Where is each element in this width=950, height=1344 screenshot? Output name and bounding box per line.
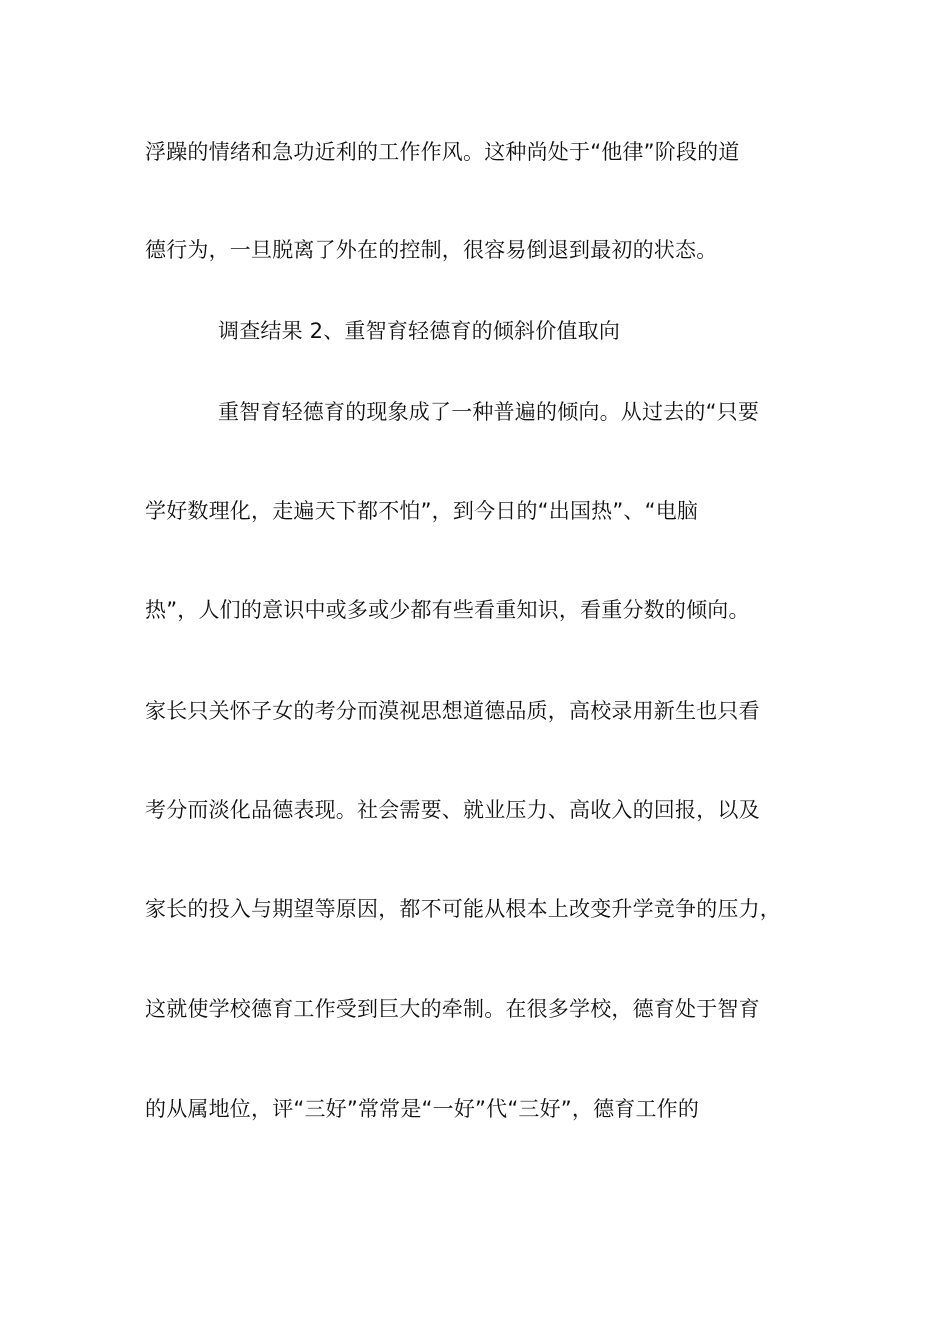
paragraph-line: 的从属地位，评“三好”常常是“一好”代“三好”，德育工作的 (145, 1097, 700, 1121)
paragraph-line: 考分而淡化品德表现。社会需要、就业压力、高收入的回报，以及 (145, 798, 760, 822)
paragraph-line: 德行为，一旦脱离了外在的控制，很容易倒退到最初的状态。 (145, 238, 718, 262)
paragraph-line: 学好数理化，走遍天下都不怕”，到今日的“出国热”、“电脑 (145, 499, 699, 523)
paragraph-line: 这就使学校德育工作受到巨大的牵制。在很多学校，德育处于智育 (145, 997, 760, 1021)
paragraph-line: 家长只关怀子女的考分而漠视思想道德品质，高校录用新生也只看 (145, 699, 760, 723)
paragraph-line: 重智育轻德育的现象成了一种普遍的倾向。从过去的“只要 (218, 400, 760, 424)
paragraph-line: 浮躁的情绪和急功近利的工作作风。这种尚处于“他律”阶段的道 (145, 140, 740, 164)
section-heading: 调查结果 2、重智育轻德育的倾斜价值取向 (218, 319, 621, 343)
paragraph-line: 家长的投入与期望等原因，都不可能从根本上改变升学竞争的压力， (145, 897, 781, 921)
paragraph-line: 热”，人们的意识中或多或少都有些看重知识，看重分数的倾向。 (145, 598, 750, 622)
